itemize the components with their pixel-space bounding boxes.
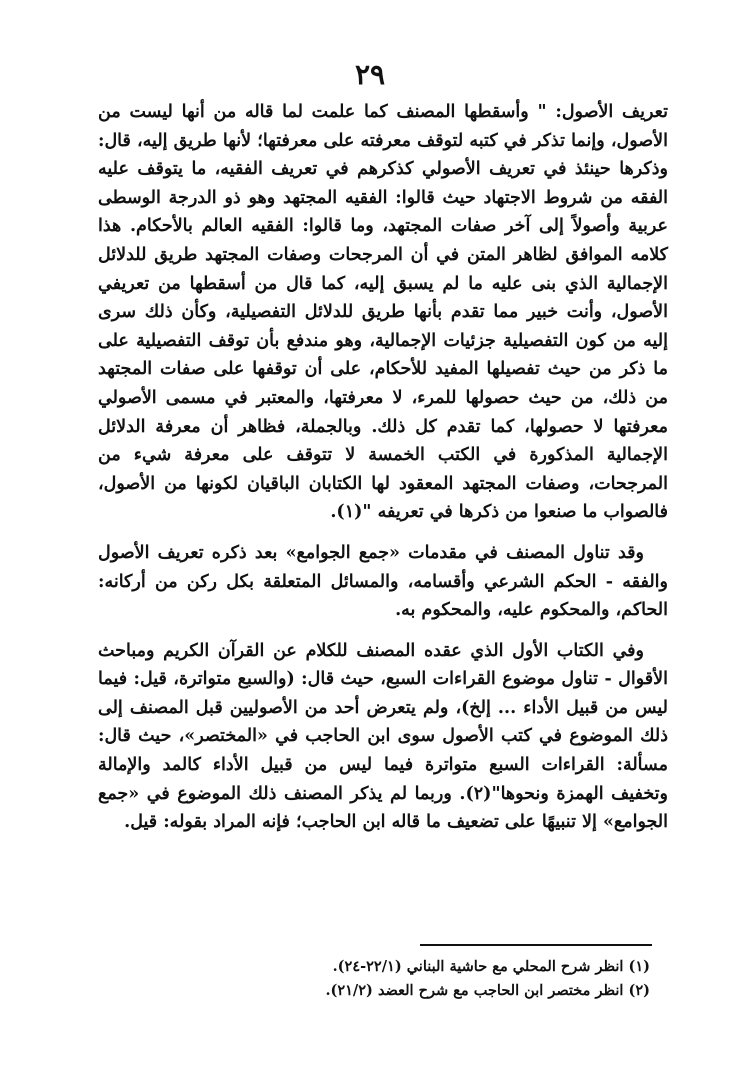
footnote-1: (١) انظر شرح المحلي مع حاشية البناني (٢٢/١-٢٤).: [332, 958, 650, 975]
footnote-2: (٢) انظر مختصر ابن الحاجب مع شرح العضد (٢١/٢).: [325, 982, 650, 999]
footnotes: [200, 955, 650, 1003]
paragraph-2: وقد تناول المصنف في مقدمات «جمع الجوامع» بعد ذكره تعريف الأصول والفقه - الحكم الشرعي وأقسامه، والمسائل المتعلقة بكل ركن من أركانه: الحاكم، والمحكوم عليه، والمحكوم به.: [98, 542, 668, 621]
page-number: ٢٩: [354, 58, 386, 91]
body-text: [98, 98, 668, 837]
paragraph-1: تعريف الأصول: " وأسقطها المصنف كما علمت لما قاله من أنها ليست من الأصول، وإنما تذكر في كتبه لتوقف معرفته على معرفتها؛ لأنها طريق إليه، قال: وذكرها حينئذ في تعريف الأصولي كذكرهم في تعريف الفقيه، ما يتوقف عليه الفقه من شروط الاجتهاد حيث قالوا: الفقيه المجتهد وهو ذو الدرجة الوسطى عربية وأصولاً إلى آخر صفات المجتهد، وما قالوا: الفقيه العالم بالأحكام. هذا كلامه الموافق لظاهر المتن في أن المرجحات وصفات المجتهد طريق للدلائل الإجمالية الذي بنى عليه ما لم يسبق إليه، كما قال من أسقطها من تعريفي الأصول، وأنت خبير مما تقدم بأنها طريق للدلائل التفصيلية، وكأن ذلك سرى إليه من كون التفصيلية جزئيات الإجمالية، وهو مندفع بأن توقف التفصيلية على ما ذكر من حيث تفصيلها المفيد للأحكام، على أن توقفها على صفات المجتهد من ذلك، من حيث حصولها للمرء، لا معرفتها، والمعتبر في مسمى الأصولي معرفتها لا حصولها، كما تقدم كل ذلك. وبالجملة، فظاهر أن معرفة الدلائل الإجمالية المذكورة في الكتب الخمسة لا تتوقف على معرفة شيء من المرجحات، وصفات المجتهد المعقود لها الكتابان الباقيان لكونها من الأصول، فالصواب ما صنعوا من ذكرها في تعريفه "(١).: [98, 102, 668, 523]
paragraph-3: وفي الكتاب الأول الذي عقده المصنف للكلام عن القرآن الكريم ومباحث الأقوال - تناول موضوع القراءات السبع، حيث قال: (والسبع متواترة، قيل: فيما ليس من قبيل الأداء ... إلخ)، ولم يتعرض أحد من الأصوليين قبل المصنف إلى ذلك الموضوع في كتب الأصول سوى ابن الحاجب في «المختصر»، حيث قال: مسألة: القراءات السبع متواترة فيما ليس من قبيل الأداء كالمد والإمالة وتخفيف الهمزة ونحوها"(٢). وربما لم يذكر المصنف ذلك الموضوع في «جمع الجوامع» إلا تنبيهًا على تضعيف ما قاله ابن الحاجب؛ فإنه المراد بقوله: قيل.: [98, 640, 668, 833]
footnote-divider: [420, 944, 652, 946]
